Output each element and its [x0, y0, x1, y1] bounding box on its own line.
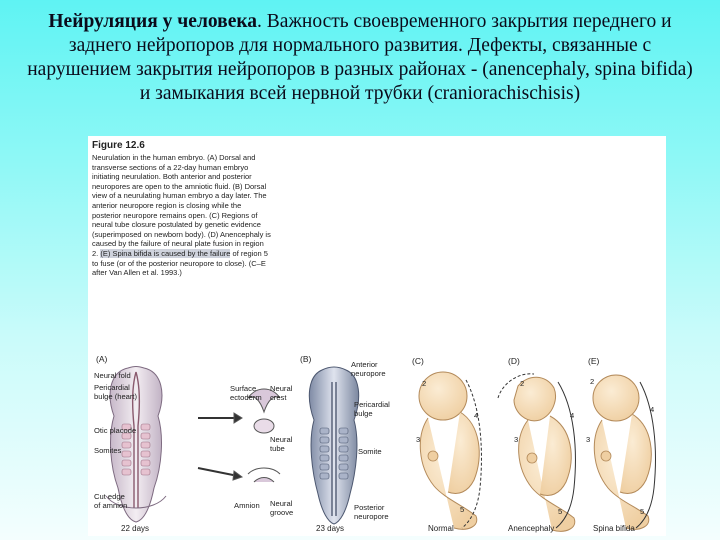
region-num-5e: 5: [640, 507, 645, 516]
panel-d-tag: (D): [508, 356, 520, 366]
region-num-5d: 5: [558, 507, 563, 516]
caption-anencephaly: Anencephaly: [508, 524, 555, 533]
region-num-5c: 5: [460, 505, 465, 514]
label-surface-ectoderm: Surface ectoderm: [230, 384, 262, 402]
region-num-2c: 2: [422, 379, 427, 388]
baby-normal: [419, 372, 481, 529]
label-pericardial-bulge-b: Pericardial bulge: [354, 400, 390, 418]
panel-e-tag: (E): [588, 356, 600, 366]
caption-end: of region 5 to fuse (or of the posterior neuropore to close). (C–E after Van Allen et al. 1993.): [92, 248, 268, 278]
region-num-4c: 4: [474, 411, 479, 420]
caption-highlight: (E) Spina bifida is caused by the failure: [100, 248, 231, 258]
region-num-2d: 2: [520, 379, 525, 388]
label-neural-groove: Neural groove: [270, 499, 294, 517]
baby-anencephaly: [498, 374, 575, 531]
label-neural-tube: Neural tube: [270, 435, 293, 453]
caption-normal: Normal: [428, 524, 454, 533]
region-num-2e: 2: [590, 377, 595, 386]
label-anterior-neuropore: Anterior neuropore: [351, 360, 386, 378]
panel-a-tag: (A): [96, 354, 108, 364]
days-a: 22 days: [121, 524, 150, 533]
label-posterior-neuropore: Posterior neuropore: [354, 503, 389, 521]
figure-illustration: [88, 136, 666, 536]
embryo-b-drawing: [309, 367, 358, 524]
slide-title-bold: Нейруляция у человека: [48, 11, 258, 32]
region-num-3c: 3: [416, 435, 421, 444]
caption-main-text: Neurulation in the human embryo. (A) Dorsal and transverse sections of a 22-day human embryo initiating neurulation. Both anterior and posterior neuropores are open to the amniotic fluid. (B) Dorsal view of a neurulating human embryo a day later. The anterior neuropore region is closing while the posterior neuropore remains open. (C) Regions of neural tube closure postulated by genetic evidence (superimposed on newborn body). (D) Anencephaly is caused by the failure of neural plate fusion in region 2.: [92, 153, 271, 258]
label-amnion: Amnion: [234, 501, 260, 510]
label-neural-fold: Neural fold: [94, 371, 131, 380]
slide-title: [20, 10, 700, 106]
region-num-3d: 3: [514, 435, 519, 444]
days-b: 23 days: [316, 524, 345, 533]
label-pericardial-bulge-a: Pericardial bulge (heart): [94, 383, 138, 401]
panel-b-tag: (B): [300, 354, 312, 364]
slide-title-rest: . Важность своевременного закрытия переднего и заднего нейропоров для нормального развития. Дефекты, связанные с нарушением закрытия нейропоров в разных районах - (anencephaly, spina bifida) и замыкания всей нервной трубки (craniorachischisis): [27, 11, 693, 104]
region-num-4e: 4: [650, 405, 655, 414]
panel-c-tag: (C): [412, 356, 424, 366]
baby-spina-bifida: [593, 375, 655, 529]
cross-sections-a: [198, 389, 280, 482]
label-neural-crest: Neural crest: [270, 384, 293, 402]
label-otic-placode: Otic placode: [94, 426, 137, 435]
label-somites: Somites: [94, 446, 122, 455]
figure-number: Figure 12.6: [92, 140, 145, 151]
figure-panel: [88, 136, 666, 536]
label-somite: Somite: [358, 447, 382, 456]
region-num-3e: 3: [586, 435, 591, 444]
region-num-4d: 4: [570, 411, 575, 420]
label-cut-edge: Cut edge of amnion: [94, 492, 128, 510]
caption-spina-bifida: Spina bifida: [593, 524, 635, 533]
